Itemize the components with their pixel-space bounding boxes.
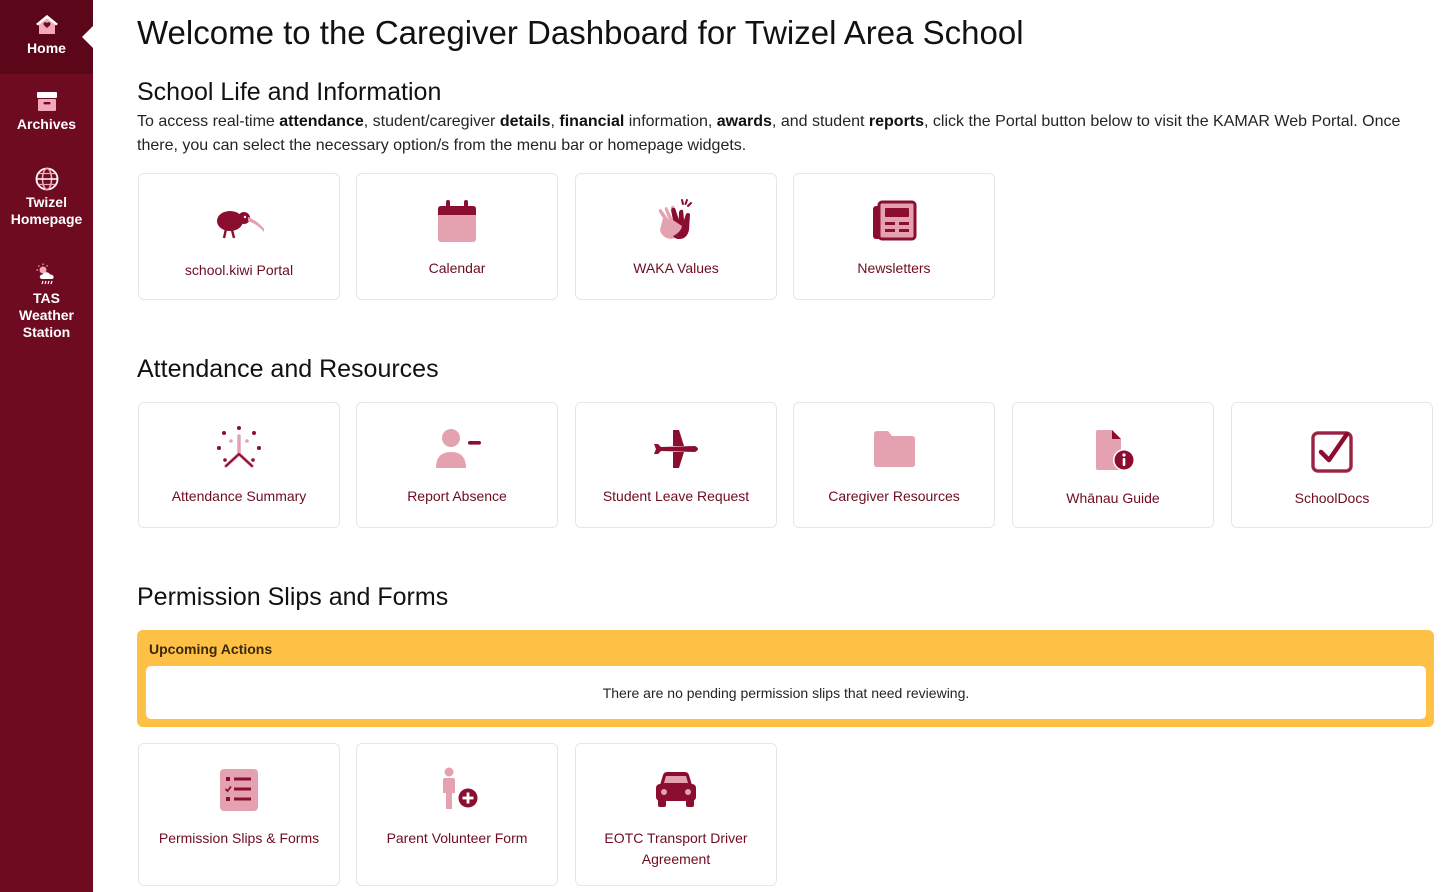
- sidebar-item-weather-station[interactable]: [0, 262, 93, 341]
- card-label: Parent Volunteer Form: [386, 830, 528, 846]
- section-heading-attendance: Attendance and Resources: [137, 355, 439, 383]
- card-label: SchoolDocs: [1294, 490, 1370, 506]
- weather-icon: [34, 262, 60, 288]
- upcoming-actions-message: There are no pending permission slips that need reviewing.: [146, 666, 1426, 719]
- card-parent-volunteer-form[interactable]: [356, 743, 558, 886]
- plane-icon: [651, 424, 701, 474]
- card-report-absence[interactable]: [356, 402, 558, 528]
- card-label: Newsletters: [857, 260, 931, 276]
- card-newsletters[interactable]: [793, 173, 995, 300]
- card-caregiver-resources[interactable]: [793, 402, 995, 528]
- kiwi-icon: [214, 196, 264, 246]
- archive-icon: [34, 88, 60, 114]
- sidebar-item-label: Home: [27, 40, 66, 56]
- card-label: Caregiver Resources: [828, 488, 960, 504]
- card-schooldocs[interactable]: [1231, 402, 1433, 528]
- upcoming-actions-panel: [137, 630, 1434, 727]
- card-label: Attendance Summary: [171, 488, 307, 504]
- card-label: WAKA Values: [633, 260, 719, 276]
- section-heading-school-life: School Life and Information: [137, 78, 442, 106]
- sidebar-item-home[interactable]: [0, 0, 93, 74]
- sidebar-item-archives[interactable]: [0, 88, 93, 133]
- card-waka-values[interactable]: [575, 173, 777, 300]
- checkbox-icon: [1307, 426, 1357, 476]
- hands-clapping-icon: [651, 196, 701, 246]
- globe-icon: [34, 166, 60, 192]
- card-label: Student Leave Request: [602, 488, 750, 504]
- card-permission-slips[interactable]: [138, 743, 340, 886]
- page-title: Welcome to the Caregiver Dashboard for Twizel Area School: [137, 14, 1024, 51]
- card-student-leave-request[interactable]: [575, 402, 777, 528]
- user-minus-icon: [432, 424, 482, 474]
- card-label: school.kiwi Portal: [184, 262, 294, 278]
- list-check-icon: [214, 765, 264, 815]
- sidebar: [0, 0, 93, 892]
- card-label: Permission Slips & Forms: [158, 830, 320, 846]
- card-label: Whānau Guide: [1066, 490, 1160, 506]
- file-info-icon: [1088, 426, 1138, 476]
- sparkle-person-icon: [214, 424, 264, 474]
- upcoming-actions-title: Upcoming Actions: [149, 641, 273, 657]
- card-school-kiwi-portal[interactable]: [138, 173, 340, 300]
- newspaper-icon: [869, 196, 919, 246]
- card-whanau-guide[interactable]: [1012, 402, 1214, 528]
- intro-text: To access real-time attendance, student/caregiver details, financial information, awards, and student reports, click the Portal button below to visit the KAMAR Web Portal. Once there, you can select the necessary option/s from the menu bar or homepage widgets.: [137, 113, 1401, 154]
- card-eotc-transport[interactable]: [575, 743, 777, 886]
- sidebar-item-label: TAS Weather Station: [19, 290, 74, 340]
- sidebar-item-twizel-homepage[interactable]: [0, 166, 93, 228]
- sidebar-item-label: Twizel Homepage: [10, 194, 83, 227]
- active-indicator: [82, 25, 94, 49]
- sidebar-item-label: Archives: [16, 116, 77, 132]
- card-label: Report Absence: [407, 488, 507, 504]
- home-icon: [34, 12, 60, 38]
- card-calendar[interactable]: [356, 173, 558, 300]
- car-icon: [651, 765, 701, 815]
- card-attendance-summary[interactable]: [138, 402, 340, 528]
- section-heading-permissions: Permission Slips and Forms: [137, 583, 449, 611]
- person-plus-icon: [432, 765, 482, 815]
- card-label: Calendar: [428, 260, 486, 276]
- calendar-icon: [432, 196, 482, 246]
- folder-icon: [869, 424, 919, 474]
- card-label: EOTC Transport Driver Agreement: [604, 830, 748, 867]
